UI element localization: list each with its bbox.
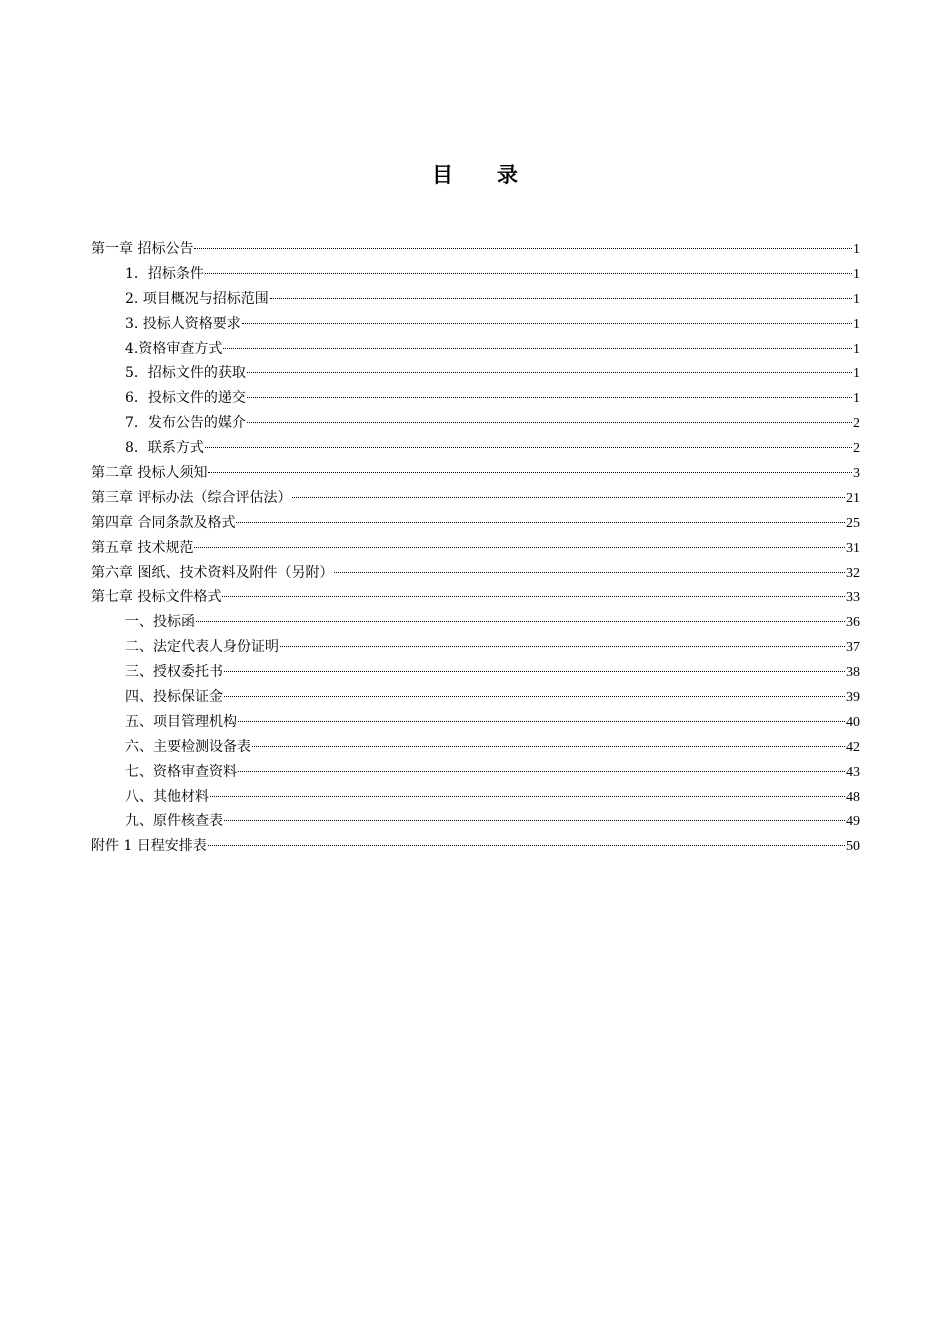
toc-entry-page-number: 1 xyxy=(853,291,860,307)
toc-entry-page-number: 1 xyxy=(853,366,860,382)
toc-entry[interactable] xyxy=(91,337,860,362)
toc-entry-label: 五、项目管理机构 xyxy=(125,713,237,730)
toc-dot-leader xyxy=(247,372,852,373)
toc-entry-page-number: 3 xyxy=(853,466,860,482)
toc-entry-page-number: 38 xyxy=(846,665,860,681)
toc-dot-leader xyxy=(224,696,845,697)
toc-entry-label: 4.资格审查方式 xyxy=(125,340,223,357)
toc-entry-page-number: 2 xyxy=(853,416,860,432)
toc-entry-label: 第三章 评标办法（综合评估法） xyxy=(91,489,292,506)
toc-dot-leader xyxy=(334,572,845,573)
toc-entry[interactable] xyxy=(91,287,860,312)
toc-entry-label: 八、其他材料 xyxy=(125,788,209,805)
toc-entry-label: 5．招标文件的获取 xyxy=(125,365,246,382)
toc-entry-page-number: 43 xyxy=(846,764,860,780)
toc-entry[interactable] xyxy=(91,735,860,760)
toc-entry[interactable] xyxy=(91,561,860,586)
toc-entry-label: 七、资格审查资料 xyxy=(125,763,237,780)
toc-entry[interactable] xyxy=(91,386,860,411)
toc-entry[interactable] xyxy=(91,536,860,561)
toc-entry-page-number: 37 xyxy=(846,640,860,656)
toc-dot-leader xyxy=(208,845,845,846)
toc-entry[interactable] xyxy=(91,461,860,486)
toc-entry[interactable] xyxy=(91,312,860,337)
toc-entry-page-number: 39 xyxy=(846,690,860,706)
toc-entry-page-number: 40 xyxy=(846,714,860,730)
toc-entry-label: 1．招标条件 xyxy=(125,265,204,282)
toc-entry-page-number: 50 xyxy=(846,839,860,855)
toc-entry-label: 第六章 图纸、技术资料及附件（另附） xyxy=(91,564,334,581)
toc-entry[interactable] xyxy=(91,262,860,287)
toc-dot-leader xyxy=(222,596,845,597)
toc-entry-label: 第五章 技术规范 xyxy=(91,539,194,556)
toc-entry[interactable] xyxy=(91,436,860,461)
toc-dot-leader xyxy=(210,796,845,797)
toc-entry-page-number: 31 xyxy=(846,540,860,556)
toc-entry-label: 第四章 合同条款及格式 xyxy=(91,514,236,531)
toc-entry-label: 九、原件核查表 xyxy=(125,813,223,830)
toc-dot-leader xyxy=(194,248,852,249)
toc-entry-page-number: 21 xyxy=(846,490,860,506)
toc-entry-page-number: 33 xyxy=(846,590,860,606)
toc-entry-label: 6．投标文件的递交 xyxy=(125,390,246,407)
toc-dot-leader xyxy=(252,746,845,747)
toc-entry[interactable] xyxy=(91,809,860,834)
toc-entry-label: 8．联系方式 xyxy=(125,440,204,457)
toc-entry-page-number: 2 xyxy=(853,441,860,457)
toc-title-char: 录 xyxy=(497,162,518,187)
toc-entry[interactable] xyxy=(91,660,860,685)
toc-entry-label: 第二章 投标人须知 xyxy=(91,465,208,482)
toc-dot-leader xyxy=(224,820,845,821)
toc-dot-leader xyxy=(247,422,852,423)
toc-dot-leader xyxy=(205,447,852,448)
toc-entry[interactable] xyxy=(91,361,860,386)
toc-dot-leader xyxy=(224,671,845,672)
toc-entry-label: 3. 投标人资格要求 xyxy=(125,315,241,332)
toc-entry-page-number: 1 xyxy=(853,316,860,332)
toc-entry-page-number: 25 xyxy=(846,515,860,531)
toc-entry-label: 四、投标保证金 xyxy=(125,689,223,706)
toc-dot-leader xyxy=(238,721,845,722)
toc-entry-label: 2. 项目概况与招标范围 xyxy=(125,290,269,307)
toc-entry-page-number: 36 xyxy=(846,615,860,631)
toc-entry-page-number: 1 xyxy=(853,391,860,407)
toc-entry[interactable] xyxy=(91,237,860,262)
toc-title-char: 目 xyxy=(432,162,453,187)
toc-dot-leader xyxy=(223,348,852,349)
toc-dot-leader xyxy=(280,646,845,647)
toc-entry[interactable] xyxy=(91,486,860,511)
toc-entry-label: 三、授权委托书 xyxy=(125,664,223,681)
toc-dot-leader xyxy=(238,771,845,772)
toc-entry[interactable] xyxy=(91,785,860,810)
toc-entry[interactable] xyxy=(91,685,860,710)
toc-entry[interactable] xyxy=(91,710,860,735)
toc-dot-leader xyxy=(196,621,845,622)
toc-title xyxy=(0,160,950,190)
toc-dot-leader xyxy=(205,273,852,274)
toc-dot-leader xyxy=(194,547,845,548)
toc-dot-leader xyxy=(292,497,845,498)
table-of-contents xyxy=(91,237,860,859)
toc-entry-label: 第七章 投标文件格式 xyxy=(91,589,222,606)
toc-entry[interactable] xyxy=(91,635,860,660)
toc-entry[interactable] xyxy=(91,511,860,536)
toc-dot-leader xyxy=(242,323,852,324)
toc-entry-page-number: 42 xyxy=(846,739,860,755)
toc-dot-leader xyxy=(270,298,852,299)
toc-entry[interactable] xyxy=(91,585,860,610)
toc-dot-leader xyxy=(247,397,852,398)
toc-entry-label: 六、主要检测设备表 xyxy=(125,738,251,755)
toc-entry-label: 附件 1 日程安排表 xyxy=(91,838,207,855)
toc-entry-page-number: 1 xyxy=(853,341,860,357)
toc-entry-label: 第一章 招标公告 xyxy=(91,241,194,257)
toc-entry-page-number: 49 xyxy=(846,814,860,830)
toc-entry-page-number: 48 xyxy=(846,789,860,805)
toc-entry-label: 二、法定代表人身份证明 xyxy=(125,639,279,656)
toc-entry[interactable] xyxy=(91,760,860,785)
toc-entry[interactable] xyxy=(91,411,860,436)
toc-entry-label: 7．发布公告的媒介 xyxy=(125,415,246,432)
toc-dot-leader xyxy=(208,472,852,473)
toc-entry[interactable] xyxy=(91,834,860,859)
toc-entry-page-number: 1 xyxy=(853,242,860,257)
toc-entry[interactable] xyxy=(91,610,860,635)
toc-entry-page-number: 32 xyxy=(846,565,860,581)
toc-dot-leader xyxy=(236,522,845,523)
toc-entry-page-number: 1 xyxy=(853,266,860,282)
toc-entry-label: 一、投标函 xyxy=(125,614,195,631)
